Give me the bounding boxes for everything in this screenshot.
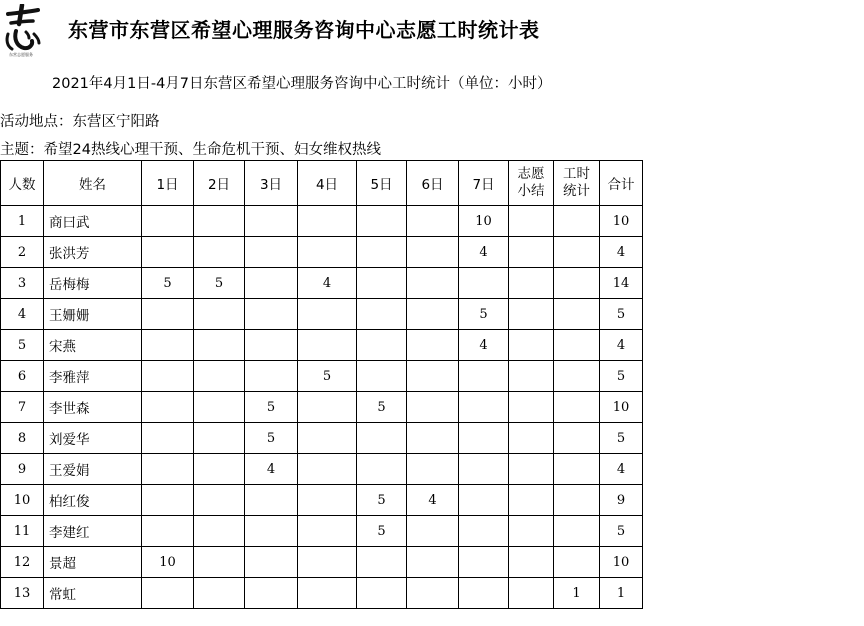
day-5-cell[interactable]: 5 bbox=[357, 516, 407, 547]
table-body bbox=[1, 206, 643, 609]
day-2-cell[interactable] bbox=[194, 547, 245, 578]
day-5-cell[interactable] bbox=[357, 206, 407, 237]
header-day-1[interactable]: 1日 bbox=[142, 161, 194, 206]
day-1-cell[interactable] bbox=[142, 206, 194, 237]
table-row bbox=[1, 547, 643, 578]
summary-cell[interactable] bbox=[509, 516, 554, 547]
day-1-cell[interactable] bbox=[142, 485, 194, 516]
summary-cell[interactable] bbox=[509, 237, 554, 268]
name-cell[interactable]: 王姗姗 bbox=[44, 299, 142, 330]
total-cell[interactable]: 5 bbox=[600, 299, 643, 330]
index-cell[interactable]: 13 bbox=[1, 578, 44, 609]
day-2-cell[interactable] bbox=[194, 237, 245, 268]
header-index[interactable]: 人数 bbox=[1, 161, 44, 206]
day-7-cell[interactable] bbox=[459, 361, 509, 392]
day-5-cell[interactable] bbox=[357, 547, 407, 578]
day-1-cell[interactable] bbox=[142, 516, 194, 547]
header-day-3[interactable]: 3日 bbox=[245, 161, 298, 206]
day-1-cell[interactable] bbox=[142, 237, 194, 268]
day-3-cell[interactable] bbox=[245, 485, 298, 516]
table-row bbox=[1, 578, 643, 609]
day-3-cell[interactable] bbox=[245, 361, 298, 392]
summary-cell[interactable] bbox=[509, 299, 554, 330]
day-4-cell[interactable] bbox=[298, 206, 357, 237]
day-2-cell[interactable] bbox=[194, 206, 245, 237]
index-cell[interactable]: 12 bbox=[1, 547, 44, 578]
header-day-7[interactable]: 7日 bbox=[459, 161, 509, 206]
day-4-cell[interactable] bbox=[298, 516, 357, 547]
summary-cell[interactable] bbox=[509, 268, 554, 299]
day-2-cell[interactable] bbox=[194, 299, 245, 330]
day-2-cell[interactable] bbox=[194, 578, 245, 609]
day-1-cell[interactable] bbox=[142, 578, 194, 609]
index-cell[interactable]: 10 bbox=[1, 485, 44, 516]
hours-cell[interactable] bbox=[554, 423, 600, 454]
day-6-cell[interactable] bbox=[407, 268, 459, 299]
header-summary-line2: 小结 bbox=[517, 183, 545, 199]
day-4-cell[interactable] bbox=[298, 237, 357, 268]
index-cell[interactable]: 7 bbox=[1, 392, 44, 423]
day-3-cell[interactable] bbox=[245, 237, 298, 268]
day-5-cell[interactable] bbox=[357, 237, 407, 268]
table-row bbox=[1, 361, 643, 392]
day-6-cell[interactable] bbox=[407, 578, 459, 609]
day-5-cell[interactable] bbox=[357, 299, 407, 330]
day-1-cell[interactable] bbox=[142, 361, 194, 392]
day-6-cell[interactable]: 4 bbox=[407, 485, 459, 516]
name-cell[interactable]: 景超 bbox=[44, 547, 142, 578]
total-cell[interactable]: 1 bbox=[600, 578, 643, 609]
volunteer-logo-icon bbox=[2, 4, 42, 58]
page-title: 东营市东营区希望心理服务咨询中心志愿工时统计表 bbox=[68, 18, 540, 42]
day-6-cell[interactable] bbox=[407, 330, 459, 361]
hours-cell[interactable] bbox=[554, 237, 600, 268]
day-2-cell[interactable] bbox=[194, 516, 245, 547]
name-cell[interactable]: 张洪芳 bbox=[44, 237, 142, 268]
day-2-cell[interactable] bbox=[194, 361, 245, 392]
day-3-cell[interactable]: 5 bbox=[245, 392, 298, 423]
table-row bbox=[1, 516, 643, 547]
summary-cell[interactable] bbox=[509, 206, 554, 237]
day-7-cell[interactable] bbox=[459, 392, 509, 423]
day-7-cell[interactable]: 5 bbox=[459, 299, 509, 330]
day-7-cell[interactable]: 4 bbox=[459, 237, 509, 268]
day-2-cell[interactable] bbox=[194, 485, 245, 516]
day-1-cell[interactable] bbox=[142, 299, 194, 330]
day-3-cell[interactable] bbox=[245, 547, 298, 578]
day-6-cell[interactable] bbox=[407, 206, 459, 237]
day-5-cell[interactable] bbox=[357, 578, 407, 609]
day-7-cell[interactable] bbox=[459, 485, 509, 516]
header-day-4[interactable]: 4日 bbox=[298, 161, 357, 206]
summary-cell[interactable] bbox=[509, 485, 554, 516]
day-4-cell[interactable]: 4 bbox=[298, 268, 357, 299]
index-cell[interactable]: 9 bbox=[1, 454, 44, 485]
day-5-cell[interactable]: 5 bbox=[357, 485, 407, 516]
header-hours-line2: 统计 bbox=[563, 183, 590, 199]
day-2-cell[interactable] bbox=[194, 392, 245, 423]
table-row bbox=[1, 392, 643, 423]
total-cell[interactable]: 14 bbox=[600, 268, 643, 299]
name-cell[interactable]: 刘爱华 bbox=[44, 423, 142, 454]
day-6-cell[interactable] bbox=[407, 454, 459, 485]
page-subtitle: 2021年4月1日-4月7日东营区希望心理服务咨询中心工时统计（单位：小时） bbox=[52, 76, 552, 92]
table-header-row bbox=[1, 161, 643, 206]
hours-cell[interactable] bbox=[554, 299, 600, 330]
total-cell[interactable]: 5 bbox=[600, 361, 643, 392]
total-cell[interactable]: 10 bbox=[600, 547, 643, 578]
name-cell[interactable]: 商曰武 bbox=[44, 206, 142, 237]
day-7-cell[interactable] bbox=[459, 268, 509, 299]
day-3-cell[interactable] bbox=[245, 268, 298, 299]
header-total[interactable]: 合计 bbox=[600, 161, 643, 206]
day-7-cell[interactable] bbox=[459, 516, 509, 547]
day-4-cell[interactable] bbox=[298, 392, 357, 423]
header-day-5[interactable]: 5日 bbox=[357, 161, 407, 206]
summary-cell[interactable] bbox=[509, 454, 554, 485]
day-2-cell[interactable]: 5 bbox=[194, 268, 245, 299]
hours-cell[interactable] bbox=[554, 268, 600, 299]
name-cell[interactable]: 常虹 bbox=[44, 578, 142, 609]
summary-cell[interactable] bbox=[509, 423, 554, 454]
day-6-cell[interactable] bbox=[407, 392, 459, 423]
day-7-cell[interactable] bbox=[459, 423, 509, 454]
name-cell[interactable]: 李建红 bbox=[44, 516, 142, 547]
logo-caption: 东营志愿服务 bbox=[9, 52, 33, 57]
day-7-cell[interactable]: 10 bbox=[459, 206, 509, 237]
day-5-cell[interactable] bbox=[357, 268, 407, 299]
day-6-cell[interactable] bbox=[407, 237, 459, 268]
day-1-cell[interactable] bbox=[142, 454, 194, 485]
index-cell[interactable]: 4 bbox=[1, 299, 44, 330]
index-cell[interactable]: 3 bbox=[1, 268, 44, 299]
day-4-cell[interactable] bbox=[298, 330, 357, 361]
day-3-cell[interactable] bbox=[245, 330, 298, 361]
day-2-cell[interactable] bbox=[194, 423, 245, 454]
day-7-cell[interactable] bbox=[459, 547, 509, 578]
table-row bbox=[1, 423, 643, 454]
hours-cell[interactable] bbox=[554, 547, 600, 578]
header-day-6[interactable]: 6日 bbox=[407, 161, 459, 206]
day-2-cell[interactable] bbox=[194, 330, 245, 361]
day-1-cell[interactable]: 5 bbox=[142, 268, 194, 299]
total-cell[interactable]: 4 bbox=[600, 237, 643, 268]
day-3-cell[interactable] bbox=[245, 299, 298, 330]
hours-cell[interactable]: 1 bbox=[554, 578, 600, 609]
total-cell[interactable]: 5 bbox=[600, 423, 643, 454]
hours-cell[interactable] bbox=[554, 330, 600, 361]
index-cell[interactable]: 1 bbox=[1, 206, 44, 237]
day-4-cell[interactable] bbox=[298, 299, 357, 330]
day-4-cell[interactable] bbox=[298, 454, 357, 485]
day-1-cell[interactable]: 10 bbox=[142, 547, 194, 578]
name-cell[interactable]: 李世森 bbox=[44, 392, 142, 423]
total-cell[interactable]: 10 bbox=[600, 392, 643, 423]
day-7-cell[interactable] bbox=[459, 578, 509, 609]
activity-location: 活动地点：东营区宁阳路 bbox=[0, 114, 160, 130]
day-3-cell[interactable] bbox=[245, 206, 298, 237]
table-row bbox=[1, 485, 643, 516]
day-5-cell[interactable] bbox=[357, 454, 407, 485]
day-3-cell[interactable]: 5 bbox=[245, 423, 298, 454]
day-7-cell[interactable]: 4 bbox=[459, 330, 509, 361]
day-1-cell[interactable] bbox=[142, 423, 194, 454]
header-summary-line1: 志愿 bbox=[517, 166, 545, 182]
hours-cell[interactable] bbox=[554, 392, 600, 423]
summary-cell[interactable] bbox=[509, 330, 554, 361]
day-3-cell[interactable]: 4 bbox=[245, 454, 298, 485]
index-cell[interactable]: 6 bbox=[1, 361, 44, 392]
day-5-cell[interactable] bbox=[357, 330, 407, 361]
name-cell[interactable]: 王爱娟 bbox=[44, 454, 142, 485]
day-6-cell[interactable] bbox=[407, 423, 459, 454]
summary-cell[interactable] bbox=[509, 392, 554, 423]
hours-cell[interactable] bbox=[554, 516, 600, 547]
day-4-cell[interactable] bbox=[298, 547, 357, 578]
total-cell[interactable]: 9 bbox=[600, 485, 643, 516]
day-6-cell[interactable] bbox=[407, 547, 459, 578]
name-cell[interactable]: 宋燕 bbox=[44, 330, 142, 361]
summary-cell[interactable] bbox=[509, 547, 554, 578]
index-cell[interactable]: 2 bbox=[1, 237, 44, 268]
total-cell[interactable]: 4 bbox=[600, 454, 643, 485]
header-hours-line1: 工时 bbox=[563, 166, 590, 182]
day-1-cell[interactable] bbox=[142, 330, 194, 361]
day-4-cell[interactable] bbox=[298, 423, 357, 454]
day-6-cell[interactable] bbox=[407, 361, 459, 392]
header-volunteer-summary[interactable] bbox=[509, 161, 554, 206]
summary-cell[interactable] bbox=[509, 578, 554, 609]
day-6-cell[interactable] bbox=[407, 299, 459, 330]
name-cell[interactable]: 岳梅梅 bbox=[44, 268, 142, 299]
day-4-cell[interactable]: 5 bbox=[298, 361, 357, 392]
table-row bbox=[1, 237, 643, 268]
header-day-2[interactable]: 2日 bbox=[194, 161, 245, 206]
day-5-cell[interactable] bbox=[357, 423, 407, 454]
hours-cell[interactable] bbox=[554, 454, 600, 485]
index-cell[interactable]: 8 bbox=[1, 423, 44, 454]
day-5-cell[interactable]: 5 bbox=[357, 392, 407, 423]
total-cell[interactable]: 4 bbox=[600, 330, 643, 361]
hours-cell[interactable] bbox=[554, 485, 600, 516]
day-7-cell[interactable] bbox=[459, 454, 509, 485]
day-4-cell[interactable] bbox=[298, 578, 357, 609]
total-cell[interactable]: 10 bbox=[600, 206, 643, 237]
table-row bbox=[1, 206, 643, 237]
day-1-cell[interactable] bbox=[142, 392, 194, 423]
hours-cell[interactable] bbox=[554, 206, 600, 237]
day-4-cell[interactable] bbox=[298, 485, 357, 516]
hours-cell[interactable] bbox=[554, 361, 600, 392]
header-hours-stat[interactable] bbox=[554, 161, 600, 206]
day-3-cell[interactable] bbox=[245, 578, 298, 609]
header-name[interactable]: 姓名 bbox=[44, 161, 142, 206]
activity-topic: 主题：希望24热线心理干预、生命危机干预、妇女维权热线 bbox=[0, 142, 381, 158]
day-3-cell[interactable] bbox=[245, 516, 298, 547]
index-cell[interactable]: 5 bbox=[1, 330, 44, 361]
table-row bbox=[1, 454, 643, 485]
table-row bbox=[1, 268, 643, 299]
day-6-cell[interactable] bbox=[407, 516, 459, 547]
volunteer-hours-table bbox=[0, 160, 643, 609]
name-cell[interactable]: 李雅萍 bbox=[44, 361, 142, 392]
total-cell[interactable]: 5 bbox=[600, 516, 643, 547]
day-5-cell[interactable] bbox=[357, 361, 407, 392]
table-row bbox=[1, 299, 643, 330]
name-cell[interactable]: 柏红俊 bbox=[44, 485, 142, 516]
index-cell[interactable]: 11 bbox=[1, 516, 44, 547]
day-2-cell[interactable] bbox=[194, 454, 245, 485]
table-row bbox=[1, 330, 643, 361]
summary-cell[interactable] bbox=[509, 361, 554, 392]
